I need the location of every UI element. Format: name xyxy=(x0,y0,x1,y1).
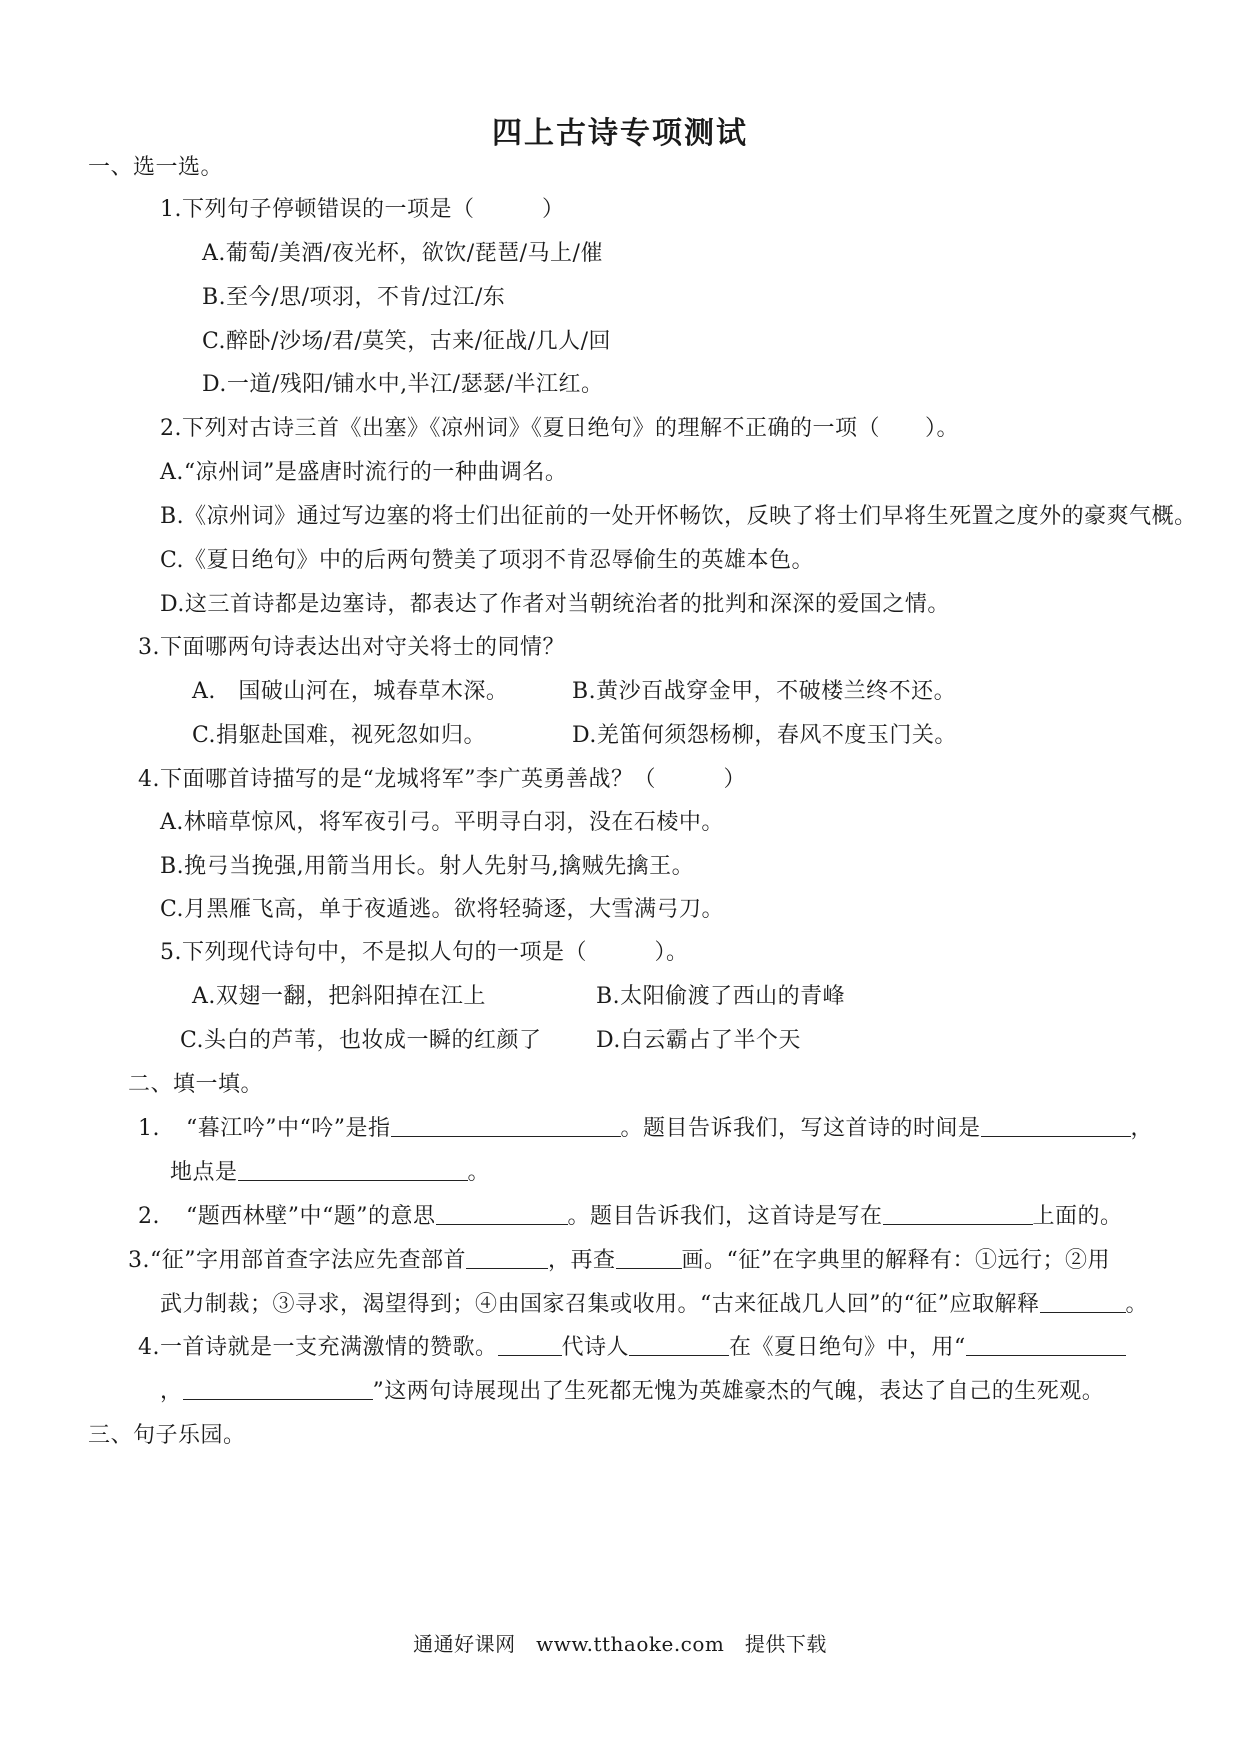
q5-option-c: C.头白的芦苇，也妆成一瞬的红颜了 xyxy=(180,1028,542,1053)
fill-q4-text-4: ， xyxy=(160,1379,183,1404)
q5-option-d: D.白云霸占了半个天 xyxy=(596,1028,801,1053)
q1-option-b: B.至今/思/项羽，不肯/过江/东 xyxy=(202,285,506,310)
fill-q4-text-3: 在《夏日绝句》中，用“ xyxy=(729,1335,966,1360)
fill-q2-number: 2. xyxy=(138,1204,160,1229)
fill-q1-text-2: 。题目告诉我们，写这首诗的时间是 xyxy=(620,1116,981,1141)
fill-q4-blank-1[interactable] xyxy=(498,1333,562,1356)
q1-stem: 1.下列句子停顿错误的一项是（ ） xyxy=(160,197,565,222)
fill-q2-blank-1[interactable] xyxy=(436,1202,568,1225)
fill-q4-text-1: 4.一首诗就是一支充满激情的赞歌。 xyxy=(138,1335,498,1360)
fill-question-1-cont xyxy=(170,1158,490,1188)
q4-option-b: B.挽弓当挽强,用箭当用长。射人先射马,擒贼先擒王。 xyxy=(160,854,695,879)
fill-question-1 xyxy=(138,1114,1153,1144)
fill-q2-text-1: “题西林壁”中“题”的意思 xyxy=(186,1204,436,1229)
q1-option-d: D.一道/残阳/铺水中,半江/瑟瑟/半江红。 xyxy=(202,372,604,397)
fill-q1-blank-1[interactable] xyxy=(391,1114,621,1137)
q2-option-b: B.《凉州词》通过写边塞的将士们出征前的一处开怀畅饮，反映了将士们早将生死置之度外的豪爽气概。 xyxy=(160,504,1197,529)
fill-q1-text-1: “暮江吟”中“吟”是指 xyxy=(186,1116,391,1141)
fill-q3-text-1: 3.“征”字用部首查字法应先查部首 xyxy=(128,1248,466,1273)
fill-q1-blank-3[interactable] xyxy=(238,1158,468,1181)
fill-question-4 xyxy=(138,1333,1126,1363)
q3-option-c: C.捐躯赴国难，视死忽如归。 xyxy=(192,723,487,748)
q5-option-b: B.太阳偷渡了西山的青峰 xyxy=(596,984,846,1009)
fill-q2-text-3: 上面的。 xyxy=(1032,1204,1123,1229)
q4-stem: 4.下面哪首诗描写的是“龙城将军”李广英勇善战？（ ） xyxy=(138,767,746,792)
q4-option-a: A.林暗草惊风，将军夜引弓。平明寻白羽，没在石棱中。 xyxy=(160,810,724,835)
fill-question-3-cont xyxy=(160,1290,1148,1320)
q5-stem: 5.下列现代诗句中，不是拟人句的一项是（ ）。 xyxy=(160,940,689,965)
fill-q4-blank-2[interactable] xyxy=(629,1333,729,1356)
q3-option-a: A. 国破山河在，城春草木深。 xyxy=(192,679,509,704)
fill-q2-text-2: 。题目告诉我们，这首诗是写在 xyxy=(567,1204,883,1229)
section3-heading: 三、句子乐园。 xyxy=(88,1423,246,1448)
fill-q3-blank-3[interactable] xyxy=(1040,1290,1126,1313)
fill-q1-text-5: 。 xyxy=(467,1160,491,1185)
q1-option-a: A.葡萄/美酒/夜光杯，欲饮/琵琶/马上/催 xyxy=(202,241,603,266)
section2-heading: 二、填一填。 xyxy=(128,1072,264,1097)
q2-option-a: A.“凉州词”是盛唐时流行的一种曲调名。 xyxy=(160,460,568,485)
fill-question-4-cont xyxy=(160,1377,1104,1407)
fill-q1-text-3: ， xyxy=(1130,1116,1154,1141)
fill-q4-text-2: 代诗人 xyxy=(561,1335,630,1360)
fill-q3-text-5: 。 xyxy=(1125,1292,1149,1317)
fill-q1-blank-2[interactable] xyxy=(981,1114,1131,1137)
fill-q4-text-5: ”这两句诗展现出了生死都无愧为英雄豪杰的气魄，表达了自己的生死观。 xyxy=(372,1379,1105,1404)
q3-option-b: B.黄沙百战穿金甲，不破楼兰终不还。 xyxy=(572,679,957,704)
fill-question-3 xyxy=(128,1246,1110,1276)
fill-q4-blank-4[interactable] xyxy=(183,1377,373,1400)
fill-q2-blank-2[interactable] xyxy=(883,1202,1033,1225)
fill-q3-text-3: 画。“征”在字典里的解释有：①远行；②用 xyxy=(681,1248,1111,1273)
fill-q3-blank-2[interactable] xyxy=(616,1246,682,1269)
fill-q3-text-4: 武力制裁；③寻求，渴望得到；④由国家召集或收用。“古来征战几人回”的“征”应取解释 xyxy=(160,1292,1040,1317)
fill-q1-text-4: 地点是 xyxy=(170,1160,238,1185)
q4-option-c: C.月黑雁飞高，单于夜遁逃。欲将轻骑逐，大雪满弓刀。 xyxy=(160,897,725,922)
fill-q3-blank-1[interactable] xyxy=(466,1246,548,1269)
q5-option-a: A.双翅一翻，把斜阳掉在江上 xyxy=(192,984,486,1009)
q2-option-d: D.这三首诗都是边塞诗，都表达了作者对当朝统治者的批判和深深的爱国之情。 xyxy=(160,592,950,617)
q3-stem: 3.下面哪两句诗表达出对守关将士的同情？ xyxy=(138,635,565,660)
q3-option-d: D.羌笛何须怨杨柳，春风不度玉门关。 xyxy=(572,723,957,748)
fill-question-2 xyxy=(138,1202,1123,1232)
q1-option-c: C.醉卧/沙场/君/莫笑，古来/征战/几人/回 xyxy=(202,329,612,354)
page-title: 四上古诗专项测试 xyxy=(492,116,748,151)
footer-source: 通通好课网 www.tthaoke.com 提供下载 xyxy=(413,1632,827,1656)
fill-q4-blank-3[interactable] xyxy=(966,1333,1126,1356)
section1-heading: 一、选一选。 xyxy=(88,155,224,180)
q2-option-c: C.《夏日绝句》中的后两句赞美了项羽不肯忍辱偷生的英雄本色。 xyxy=(160,548,815,573)
fill-q1-number: 1. xyxy=(138,1116,160,1141)
q2-stem: 2.下列对古诗三首《出塞》《凉州词》《夏日绝句》的理解不正确的一项（ ）。 xyxy=(160,416,959,441)
fill-q3-text-2: ，再查 xyxy=(548,1248,616,1273)
